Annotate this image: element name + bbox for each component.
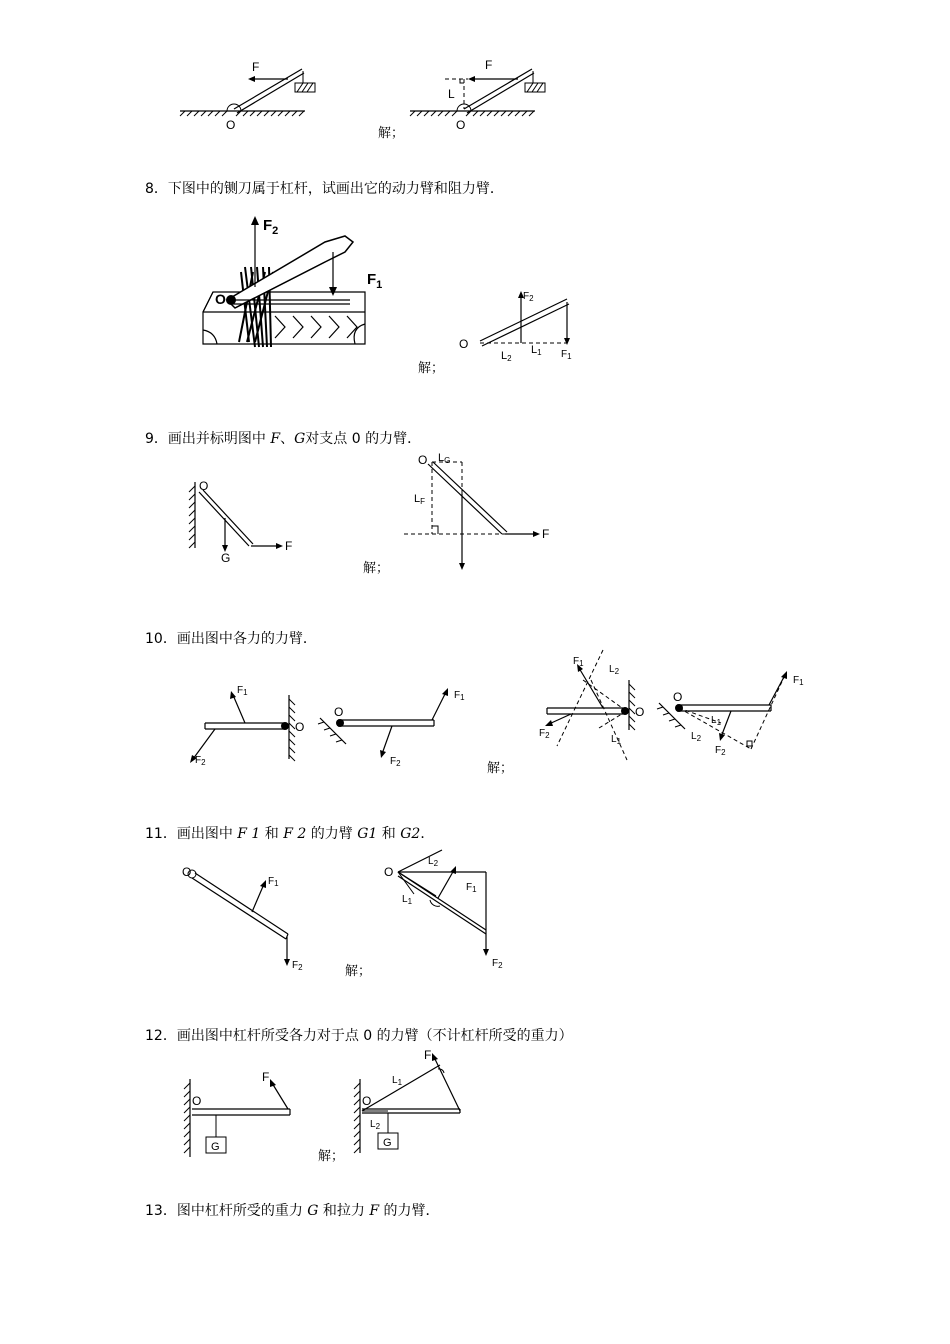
q10-solution-a	[535, 650, 655, 770]
q11-F2-label: $F_2$	[292, 960, 303, 972]
q12-F-label: F	[262, 1070, 270, 1084]
q10-sol-a-F1-label: $F_1$	[573, 656, 584, 668]
q10a-pivot-O-label: O	[295, 720, 305, 734]
q10-sol-a-F2-label: $F_2$	[539, 728, 550, 740]
q11-F1-label: $F_1$	[268, 876, 279, 888]
q11-sol-F2-label: $F_2$	[492, 958, 503, 970]
q8-question-text: 8．下图中的铡刀属于杠杆，试画出它的动力臂和阻力臂．	[145, 181, 504, 197]
q9-G-label: G	[221, 551, 231, 565]
q11-solution-figure	[380, 850, 520, 970]
q12-G-label: G	[211, 1141, 220, 1153]
q10-figure-a	[185, 675, 315, 770]
q10b-F1-label: $F_1$	[454, 690, 465, 702]
q13-question-text: 13．图中杠杆所受的重力 G 和拉力 F 的力臂．	[145, 1203, 440, 1219]
q8-F1-label: $F_1$	[367, 271, 383, 291]
q10b-F2-label: $F_2$	[390, 756, 401, 768]
q8-sol-F1-label: $F_1$	[561, 349, 572, 361]
q10-sol-a-pivot-O-label: O	[635, 705, 645, 719]
q11-pivot-O-label: O	[182, 865, 192, 879]
q11-question-text: 11．画出图中 F 1 和 F 2 的力臂 G1 和 G2．	[145, 826, 435, 842]
q9-pivot-O-label: O	[199, 479, 209, 493]
q8-pivot-O-label: O	[215, 291, 226, 307]
q8-sol-L2-label: L2	[501, 350, 512, 363]
q8-guillotine-figure	[195, 212, 395, 352]
q8-sol-F2-label: $F_2$	[523, 291, 534, 303]
q7-pivot-O-label: O	[456, 118, 466, 132]
q12-sol-L1-label: $L_1$	[392, 1075, 403, 1087]
q7-figure-solution	[410, 55, 550, 135]
q11-answer-label: 解；	[345, 964, 372, 979]
q7-force-F-label: F	[252, 60, 260, 74]
q10-sol-a-L1-label: $L_1$	[611, 734, 622, 746]
q8-answer-label: 解；	[418, 361, 445, 376]
q10-sol-b-F2-label: $F_2$	[715, 745, 726, 757]
q12-answer-label: 解；	[318, 1149, 345, 1164]
q11-sol-L2-label: $L_2$	[428, 856, 439, 868]
q9-sol-F-label: F	[542, 527, 550, 541]
q10-sol-b-L2-label: $L_2$	[691, 731, 702, 743]
q8-solution-figure	[455, 285, 585, 365]
q12-question-text: 12．画出图中杠杆所受各力对于点 0 的力臂（不计杠杆所受的重力）	[145, 1028, 573, 1044]
q11-sol-F1-label: $F_1$	[466, 882, 477, 894]
q9-sol-pivot-O-label: O	[418, 453, 428, 467]
q8-sol-L1-label: L1	[531, 344, 542, 357]
q7-answer-label: 解；	[378, 126, 405, 141]
q12-sol-G-label: G	[383, 1137, 392, 1149]
q12-sol-F-label: F	[424, 1048, 432, 1062]
q9-sol-LG-label: LG	[438, 452, 451, 465]
q9-solution-figure	[400, 450, 560, 575]
q7-pivot-O-label: O	[226, 118, 236, 132]
q12-question-figure	[180, 1065, 310, 1160]
q9-answer-label: 解；	[363, 561, 390, 576]
q10-sol-b-L1-label: $L_1$	[711, 715, 722, 727]
q9-sol-LF-label: LF	[414, 493, 426, 506]
q12-pivot-O-label: O	[192, 1094, 202, 1108]
q7-figure-question	[180, 55, 320, 135]
q12-sol-pivot-O-label: O	[362, 1094, 372, 1108]
q11-sol-L1-label: $L_1$	[402, 894, 413, 906]
q10b-pivot-O-label: O	[334, 705, 344, 719]
q8-F2-label: $F_2$	[263, 217, 279, 237]
q10-sol-a-L2-label: $L_2$	[609, 664, 620, 676]
q12-sol-L2-label: $L_2$	[370, 1119, 381, 1131]
q9-question-figure	[185, 478, 305, 568]
q10-figure-b	[320, 680, 480, 770]
q10-solution-b	[655, 665, 810, 765]
q10a-F2-label: $F_2$	[195, 755, 206, 767]
q10-sol-b-pivot-O-label: O	[673, 690, 683, 704]
q9-question-text: 9．画出并标明图中 F、G对支点 0 的力臂．	[145, 431, 422, 447]
q10-sol-b-F1-label: $F_1$	[793, 675, 804, 687]
q9-F-label: F	[285, 539, 293, 553]
q12-solution-figure	[350, 1045, 480, 1160]
q11-sol-pivot-O-label: O	[384, 865, 394, 879]
q8-sol-pivot-O-label: O	[459, 337, 469, 351]
q11-question-figure	[180, 862, 320, 972]
q10-question-text: 10．画出图中各力的力臂．	[145, 631, 317, 647]
q10a-F1-label: $F_1$	[237, 685, 248, 697]
q7-force-F-label: F	[485, 58, 493, 72]
q10-answer-label: 解；	[487, 761, 514, 776]
q7-arm-L-label: L	[448, 87, 455, 101]
